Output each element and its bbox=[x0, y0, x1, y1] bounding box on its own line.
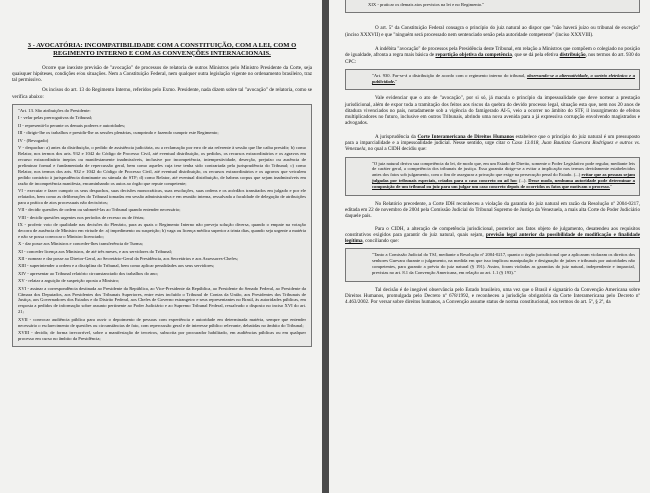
quote-line: XII - nomear e dar posse ao Diretor-Geral, ao Secretário-Geral da Presidência, aos Secretários e aos Assessores-Chefes; bbox=[18, 256, 239, 262]
text-run-emphasis: observando-se a alternatividade, o sorteio eletrônico e a publicidade. bbox=[372, 72, 635, 84]
quote-line: VI - executar e fazer cumprir os seus despachos, suas decisões monocráticas, suas resoluções, suas ordens e os acórdãos transitados em julgado e por ele relatados, bem como as deliberações do Tribunal tomadas em sessão administrativa e em reunião interna, ressalvada a faculdade de delegação de atribuições para a prática de atos processuais não decisórios; bbox=[18, 187, 306, 205]
right-paragraph-2 bbox=[345, 46, 640, 65]
quote-line: VII - decidir questões de ordem ou submetê-las ao Tribunal quando entender necessário; bbox=[18, 207, 181, 213]
right-paragraph-6 bbox=[345, 226, 640, 245]
quote-line: VIII - decidir questões urgentes nos períodos de recesso ou de férias; bbox=[18, 214, 145, 220]
text-run-emphasis: repartição objetiva da competência bbox=[435, 52, 512, 59]
text-run: Para o CIDH, a alteração de competência jurisdicional, posterior aos fatos objeto de julgamento, desatendeu aos requisitos constitutivos exigidos para garantir do juiz natural, quais sejam, bbox=[345, 225, 640, 238]
text-run: "Art. 930. Far-se-á a distribuição de acordo com o regimento interno do tribunal, bbox=[372, 72, 527, 78]
regimento-quote-box bbox=[12, 104, 312, 347]
regimento-quote-box-end bbox=[345, 0, 640, 13]
text-run-emphasis: evitar que as pessoas sejam julgadas por tribunais especiais, criados para o caso concreto ou ad hoc bbox=[372, 172, 635, 184]
right-page bbox=[329, 0, 650, 493]
quote-line: "Art. 13. São atribuições do Presidente: bbox=[18, 108, 91, 114]
left-page bbox=[0, 0, 322, 493]
left-paragraph-2: Os incisos do art. 13 do Regimento Interno, referidos pelo Exmo. Presidente, nada dizem sobre tal "avocação" de relatoria, como se verifica abaixo: bbox=[12, 87, 312, 100]
right-paragraph-1: O art. 5º da Constituição Federal consagra o princípio do juiz natural ao dispor que "não haverá juízo ou tribunal de exceção" (inciso XXXVII) e que "ninguém será processado nem sentenciado senão pela autoridade competente" (inciso XXXVIII). bbox=[345, 25, 640, 38]
guevara-quote-box bbox=[345, 248, 640, 281]
cpc-quote bbox=[372, 73, 635, 85]
quote-line: V - despachar: a) antes da distribuição, o pedido de assistência judiciária, ou a reclamação por erro de ata referente à sessão que lhe caiba presidir; b) como Relator, nos termos dos arts. 932 e 1042 do Código de Processo Civil, até eventual distribuição, os pedidos, os recursos extraordinários e os agravos em recurso extraordinário ineptos ou manifestamente inadmissíveis, inclusive por incompetência, intempestividade, deserção, prejuízo ou ausência de preliminar formal e fundamentada de repercussão geral, bem como aqueles cuja tese tenha sido contrariada pela jurisprudência do Tribunal; c) como Relator, nos termos dos arts. 932 e 1042 do Código de Processo Civil, até eventual distribuição, os recursos extraordinários e os agravos que veiculem pedido contrário à jurisprudência dominante ou súmula do STF; d) como Relator, até eventual distribuição, de habeas corpus que sejam inadmissíveis em razão de incompetência manifesta, encaminhando os autos ao órgão que repute competente; bbox=[18, 145, 306, 186]
text-run: , que se dá pela efetiva bbox=[511, 52, 560, 59]
quote-line: XVII - convocar audiência pública para ouvir o depoimento de pessoas com experiência e autoridade em determinada matéria, sempre que entender necessário o esclarecimento de questões ou circunstâncias de fato, com repercussão geral e de interesse público relevante, debatidas no âmbito do Tribunal; bbox=[18, 316, 306, 328]
text-run: " bbox=[609, 184, 612, 190]
text-run-emphasis: Desse modo, nenhuma autoridade pode determinar a composição de um tribunal ou juiz para um julgar um caso concreto depois de ocorridos os fatos que motivam o processo. bbox=[372, 178, 635, 190]
page-gutter bbox=[322, 0, 329, 493]
quote-line: XIV - apresentar ao Tribunal relatório circunstanciado dos trabalhos do ano; bbox=[18, 270, 158, 276]
text-run: A jurisprudência da bbox=[375, 133, 418, 140]
section-heading: 3 - AVOCATÓRIA: INCOMPATIBILIDADE COM A CONSTITUIÇÃO, COM A LEI, COM O REGIMENTO INTERNO E COM AS CONVENÇÕES INTERNACIONAIS. bbox=[27, 42, 297, 57]
text-run: , no qual a CIDH decidiu que: bbox=[365, 146, 427, 153]
text-run: " bbox=[395, 78, 397, 84]
quote-line: XIX - praticar os demais atos previstos na lei e no Regimento." bbox=[368, 2, 485, 7]
quote-line: I - velar pelas prerrogativas do Tribunal; bbox=[18, 115, 93, 121]
text-run: A indébita "avocação" de processos pela Presidência deste Tribunal, em relação a Ministros que compõem o colegiado no posição de igualdade, afronta a regra mais básica de bbox=[345, 46, 640, 59]
text-run-emphasis: Corte Interamericana de Direitos Humanos bbox=[417, 133, 514, 140]
text-run: estabelece que o princípio do juiz natural é um pressuposto para a imparcialidade e a impessoalidade judicial. Nesse sentido, urge citar o bbox=[345, 133, 640, 146]
text-run: (...). bbox=[517, 178, 529, 184]
right-paragraph-3: Vale evidenciar que o ato de "avocação", por si só, já macula o princípio da impessoalidade que deve nortear a prestação jurisdicional, além de expor toda a tramitação dos feitos aos riscos da quebra do devido processo legal, situação esta que, nem nos 20 anos de ditadura vivenciados no país, notadamente sob a vigência do famigerado AI-5, veio a ocorrer no âmbito do STF, il insurgimento de efeitos multiplicadores no futuro, inclusive em outros Tribunais, abrindo uma nova avenida para a já expressiva corrupção envolvendo magistrados e advogados. bbox=[345, 95, 640, 127]
quote-line: IX - proferir voto de qualidade nas decisões do Plenário, para as quais o Regimento Interno não preveja solução diversa, quando o empate na votação decorra de ausência de Ministro em virtude de: a) impedimento ou suspeição; b) vaga ou licença médica superior a trinta dias, quando seja urgente a matéria e não se possa convocar o Ministro licenciado; bbox=[18, 221, 306, 239]
quote-line: XV - relatar a arguição de suspeição oposta a Ministro; bbox=[18, 278, 120, 284]
text-run-emphasis: previsão legal anterior da possibilidade de modificação e finalidade legítima bbox=[345, 231, 640, 245]
right-paragraph-7: Tal decisão é de inegável observância pelo Estado brasileiro, uma vez que o Brasil é signatário da Convenção Americana sobre Direitos Humanos, promulgada pelo Decreto nº 678/1992, e reconheceu a jurisdição obrigatória da Corte Interamericana pelo Decreto nº 4.463/2002. Por versar sobre direitos humanos, a Convenção assume status de norma constitucional, nos termos do art. 5º, § 2º, da bbox=[345, 286, 640, 306]
quote-line: X - dar posse aos Ministros e conceder-lhes transferência de Turma; bbox=[18, 241, 143, 247]
cidh-quote bbox=[372, 161, 635, 191]
guevara-quote: "Tanto a Comissão Judicial do TSJ, mediante a Resolução nº 2004-0217, quanto o órgão jurisdicional que a aplicaram violaram os direitos dos senhores Guevara durante o julgamento, na medida em que isso implicou manipulação e designação de juízes e tribunais por autoridades não competentes, para garantir a prévia do juiz natural (§ 191). Assim, foram violadas as garantias do juiz natural, independente e imparcial, previstas no art. 8.1 da Convenção Americana, em relação ao art. 1.1 (§ 193)." bbox=[372, 252, 635, 276]
quote-line: III - dirigir-lhe os trabalhos e presidir-lhe as sessões plenárias, cumprindo e fazendo cumprir este Regimento; bbox=[18, 130, 219, 136]
cidh-quote-box bbox=[345, 157, 640, 196]
text-run: , conciliando que: bbox=[362, 238, 399, 245]
text-run: , nos termos do art. 930 do CPC: bbox=[345, 52, 641, 65]
quote-line: XI - conceder licença aos Ministros, de até três meses, e aos servidores do Tribunal; bbox=[18, 248, 173, 254]
quote-line: XVI - assinar a correspondência destinada ao Presidente da República, ao Vice-Presidente da República, ao Presidente do Senado Federal, ao Presidente da Câmara dos Deputados, aos Presidentes dos Tribunais Superiores, entre estes incluído o Tribunal de Contas da União, aos Presidentes dos Tribunais de Justiça, aos Governadores dos Estados e do Distrito Federal, aos Chefes de Governo estrangeiro e seus representantes no Brasil, às autoridades públicas, em resposta a pedidos de informação sobre assunto pertinente ao Poder Judiciário e ao Supremo Tribunal Federal, ressalvado o disposto no inciso XVI do art. 21; bbox=[18, 285, 306, 315]
text-run: "O juiz natural deriva sua competência da lei, de modo que, em um Estado de Direito, somente o Poder Legislativo pode regular, mediante leis de caráter geral, a competência dos tribunais de justiça. Essa garantia dirige-se a evitar a implicação nos termos devidamente estabelecidos antes dos fatos sob julgamento, com o fim de assegurar a privação que exige na persecução penal do Estado. (...) bbox=[372, 160, 635, 178]
quote-line: II - representá-lo perante os demais poderes e autoridades; bbox=[18, 122, 126, 128]
quote-line: XIII - superintender a ordem e a disciplina do Tribunal, bem como aplicar penalidades aos seus servidores; bbox=[18, 263, 215, 269]
text-run-italic: Caso 13.018, Juan Bautista Guevara Rodríguez e outros vs. Venezuela bbox=[345, 139, 640, 153]
right-paragraph-4 bbox=[345, 134, 640, 153]
quote-line: IV - (Revogado) bbox=[18, 137, 49, 143]
text-run-emphasis: distribuição bbox=[559, 52, 586, 59]
right-paragraph-5: No Relatório precedente, a Corte IDH reconheceu a violação da garantia do juiz natural em razão da Resolução nº 2004-0217, editada em 22 de novembro de 2004 pela Comissão Judicial do Tribunal Supremo de Justiça da Venezuela, a mais alta Corte do Poder Judiciário daquele país. bbox=[345, 200, 640, 220]
left-paragraph-1: Ocorre que inexiste previsão de "avocação" de processos de relatoria de outros Ministros pelo Ministro Presidente da Corte, seja quaisquer hipóteses, condições e/ou situações. Nem a Constituição Federal, nem qualquer outra legislação vigente no ordenamento brasileiro, traz tal permissivo. bbox=[12, 64, 312, 84]
quote-line: XVIII - decidir, de forma irrecorrível, sobre a manifestação de terceiros, subscrita por procurador habilitado, em audiências públicas ou em qualquer processo em curso no âmbito da Presidência; bbox=[18, 329, 306, 341]
cpc-quote-box bbox=[345, 69, 640, 90]
